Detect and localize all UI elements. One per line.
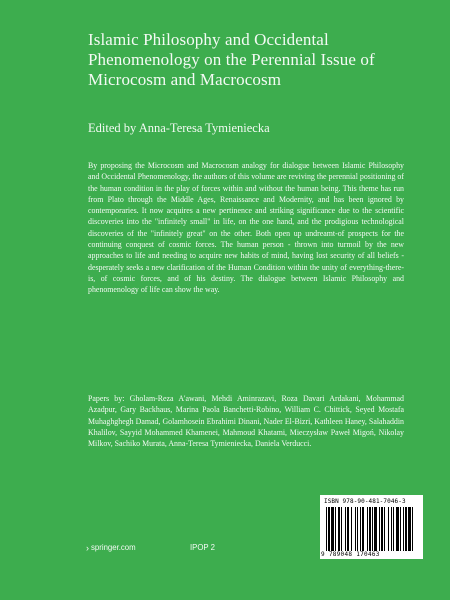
book-title: Islamic Philosophy and Occidental Phenomenology on the Perennial Issue of Microcosm and Macrocosm	[88, 30, 375, 89]
contributors-list: Papers by: Gholam-Reza A'awani, Mehdi Aminrazavi, Roza Davari Ardakani, Mohammad Azadpur, Gary Backhaus, Marina Paola Banchetti-Robino, William C. Chittick, Seyed Mostafa Muhaghghegh Damad, Golamhosein Ebrahimi Dinani, Nader El-Bizri, Kathleen Haney, Salahaddin Khalilov, Sayyid Mohammed Khamenei, Mahmoud Khatami, Mieczysław Paweł Migoń, Nikolay Milkov, Sachiko Murata, Anna-Teresa Tymieniecka, Daniela Verducci.	[88, 394, 404, 449]
isbn-barcode	[320, 495, 423, 559]
publisher-url: springer.com	[91, 543, 136, 552]
barcode-bars	[326, 507, 417, 551]
book-description: By proposing the Microcosm and Macrocosm analogy for dialogue between Islamic Philosophy and Occidental Phenomenology, the authors of this volume are reviving the perennial positioning of the human condition in the play of forces within and without the human being. This theme has run from Plato through the Middle Ages, Renaissance and Modernity, and has been ignored by contemporaries. It now acquires a new pertinence and striking significance due to the scientific discoveries into the "infinitely small" in life, on the one hand, and the prodigious technological discoveries of the "infinitely great" on the other. Both open up undreamt-of prospects for the continuing conquest of cosmic forces. The human person - thrown into turmoil by the new approaches to life and needing to acquire new habits of mind, having lost security of all beliefs - desperately seeks a new clarification of the Human Condition within the unity of everything-there-is, of cosmic forces, and of his destiny. The dialogue between Islamic Philosophy and phenomenology of life can show the way.	[88, 161, 404, 295]
publisher-link[interactable]	[86, 543, 136, 553]
series-label: IPOP 2	[190, 543, 215, 552]
barcode-number: 9 789048 170463	[321, 551, 380, 558]
isbn-label: ISBN 978-90-481-7046-3	[324, 498, 406, 505]
editor-line: Edited by Anna-Teresa Tymieniecka	[88, 121, 270, 135]
chevron-right-icon: ›	[86, 543, 89, 553]
